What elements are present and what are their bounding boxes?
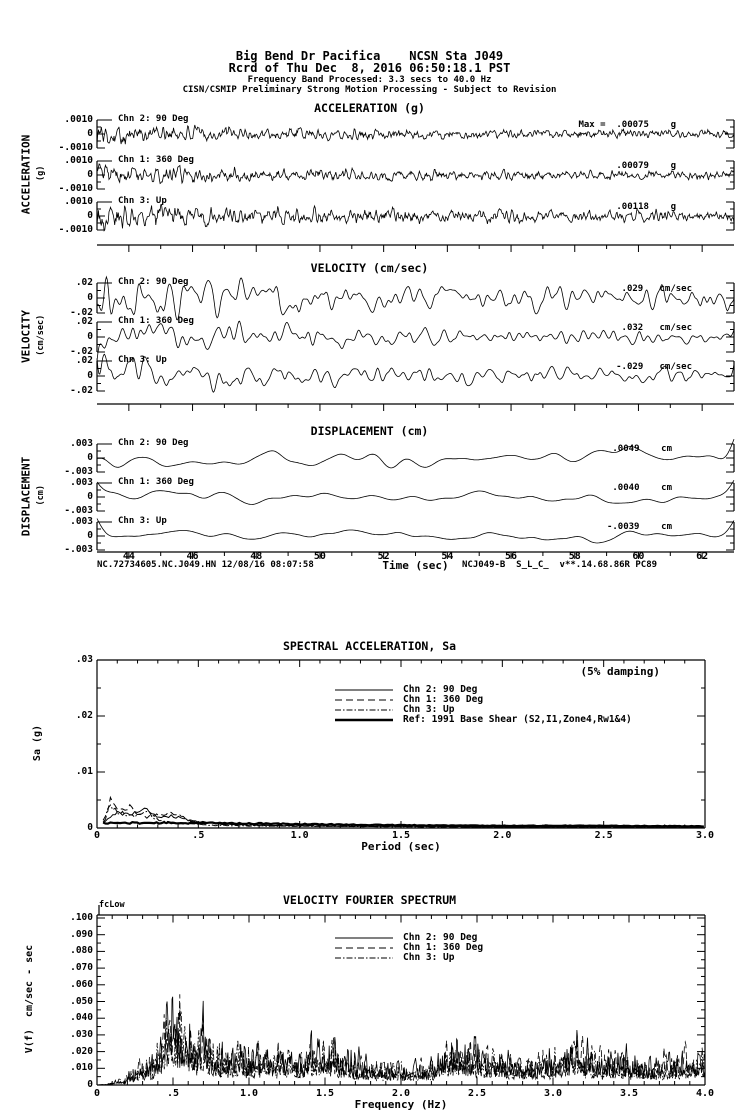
fourier-ytick-label: .050 [70,995,93,1007]
time-tick-label: 52 [377,551,390,562]
displacement-peak-label: .0040 cm [612,483,672,493]
frequency-axis-caption: Frequency (Hz) [354,1098,448,1111]
velocity-ytick-label: 0 [87,370,93,381]
velocity-axis-unit: (cm/sec) [35,314,46,356]
sa-legend-label: Ref: 1991 Base Shear (S2,I1,Zone4,Rw1&4) [403,714,632,725]
velocity-ytick-label: -.02 [70,346,93,357]
velocity-channel-label: Chn 3: Up [118,355,167,365]
velocity-peak-label: -.029 cm/sec [616,362,692,372]
fourier-xtick-label: 3.5 [619,1088,639,1099]
fourier-ytick-label: .030 [70,1028,93,1040]
acceleration-ytick-label: 0 [87,169,93,180]
time-tick-label: 60 [632,551,645,562]
fourier-plot-group [97,905,705,1085]
acceleration-ytick-label: .0010 [64,114,93,125]
acceleration-ytick-label: -.0010 [58,224,93,235]
fourier-ytick-label: .090 [70,928,93,940]
sa-legend-label: Chn 2: 90 Deg [403,684,478,695]
velocity-axis-label: VELOCITY [19,310,33,363]
displacement-ytick-label: .003 [70,516,93,527]
velocity-ytick-label: 0 [87,331,93,342]
fourier-ytick-label: .100 [70,912,93,923]
displacement-ytick-label: -.003 [64,544,93,555]
fourier-xtick-label: 4.0 [695,1088,715,1099]
acceleration-peak-label: .00079 g [616,161,676,171]
time-tick-label: 50 [313,551,326,562]
time-tick-label: 56 [505,551,518,562]
displacement-channel-label: Chn 3: Up [118,516,167,526]
acceleration-group [97,120,734,252]
processing-disclaimer: CISN/CSMIP Preliminary Strong Motion Processing - Subject to Revision [182,85,557,95]
time-tick-label: 54 [441,551,454,562]
time-tick-label: 46 [186,551,199,562]
velocity-ytick-label: 0 [87,292,93,303]
fourier-xtick-label: 0 [93,1088,101,1099]
record-timestamp: Rcrd of Thu Dec 8, 2016 06:50:18.1 PST [228,61,511,75]
fourier-ytick-label: .020 [70,1045,93,1057]
velocity-ytick-label: .02 [75,316,93,327]
displacement-ytick-label: .003 [70,438,93,449]
displacement-axis-unit: (cm) [35,485,46,506]
sa-xtick-label: 1.0 [290,830,309,841]
acceleration-ytick-label: 0 [87,210,93,221]
fourier-xtick-label: 1.5 [315,1088,335,1099]
fourier-ytick-label: .010 [70,1062,93,1074]
fourier-xtick-label: 1.0 [239,1088,259,1099]
acceleration-channel-label: Chn 1: 360 Deg [118,155,194,165]
time-tick-label: 48 [250,551,263,562]
acceleration-plot-title: ACCELERATION (g) [314,101,425,115]
time-axis-caption: Time (sec) [382,559,449,572]
displacement-ytick-label: .003 [70,477,93,488]
frequency-band-note: Frequency Band Processed: 3.3 secs to 40.0 Hz [247,75,492,85]
velocity-ytick-label: -.02 [70,385,93,396]
velocity-channel-label: Chn 1: 360 Deg [118,316,194,326]
fourier-ytick-label: .060 [70,978,93,990]
displacement-group [97,439,734,559]
sa-ytick-label: .02 [75,710,93,721]
sa-ytick-label: 0 [87,822,93,833]
displacement-peak-label: .0049 cm [612,444,672,454]
acceleration-axis-unit: (g) [35,165,46,181]
displacement-ytick-label: 0 [87,491,93,502]
record-id-footer: NC.72734605.NC.J049.HN 12/08/16 08:07:58 [97,560,314,570]
fourier-axis-label: V(f) cm/sec - sec [24,944,35,1054]
fourier-ytick-label: .070 [70,962,93,974]
sa-xtick-label: 1.5 [391,830,411,841]
velocity-ytick-label: .02 [75,355,93,366]
acceleration-ytick-label: 0 [87,128,93,139]
acceleration-ytick-label: -.0010 [58,183,93,194]
displacement-peak-label: -.0039 cm [606,522,672,532]
fc-low-marker-label: fcLow [99,900,125,910]
time-tick-label: 44 [122,551,135,562]
fourier-xtick-label: 2.5 [467,1088,487,1099]
sa-axis-label: Sa (g) [32,724,43,762]
fourier-ytick-label: 0 [87,1079,93,1090]
sa-ytick-label: .03 [75,654,93,665]
displacement-channel-label: Chn 2: 90 Deg [118,438,189,448]
acceleration-ytick-label: .0010 [64,196,93,207]
velocity-peak-label: .029 cm/sec [621,284,692,294]
displacement-ytick-label: -.003 [64,466,93,477]
displacement-axis-label: DISPLACEMENT [19,456,33,537]
fourier-xtick-label: 3.0 [543,1088,563,1099]
acceleration-peak-label: Max = .00075 g [578,120,676,130]
velocity-group [97,277,734,411]
displacement-ytick-label: 0 [87,530,93,541]
processing-version-footer: NCJ049-B S_L_C_ v**.14.68.86R PC89 [462,560,658,570]
sa-xtick-label: 0 [93,830,101,841]
sa-xtick-label: 3.0 [695,830,715,841]
fourier-ytick-label: .040 [70,1012,93,1024]
period-axis-caption: Period (sec) [361,840,441,853]
sa-xtick-label: .5 [192,830,205,841]
velocity-plot-title: VELOCITY (cm/sec) [310,261,429,275]
fourier-spectrum-title: VELOCITY FOURIER SPECTRUM [282,893,457,907]
displacement-channel-label: Chn 1: 360 Deg [118,477,194,487]
damping-note: (5% damping) [580,665,660,678]
acceleration-peak-label: .00118 g [616,202,676,212]
sa-xtick-label: 2.5 [594,830,613,841]
station-title: Big Bend Dr Pacifica NCSN Sta J049 [235,49,504,63]
time-tick-label: 58 [568,551,581,562]
sa-plot-group [97,660,705,828]
acceleration-ytick-label: -.0010 [58,142,93,153]
time-tick-label: 62 [696,551,709,562]
displacement-ytick-label: 0 [87,452,93,463]
velocity-ytick-label: .02 [75,277,93,288]
fourier-xtick-label: 2.0 [391,1088,411,1099]
sa-legend-label: Chn 1: 360 Deg [403,694,484,705]
sa-ytick-label: .01 [75,766,93,777]
fourier-legend-label: Chn 2: 90 Deg [403,932,478,943]
spectral-acceleration-title: SPECTRAL ACCELERATION, Sa [282,639,457,653]
fourier-legend-label: Chn 3: Up [403,952,455,963]
velocity-peak-label: .032 cm/sec [621,323,692,333]
sa-legend-label: Chn 3: Up [403,704,455,715]
sa-xtick-label: 2.0 [493,830,512,841]
fourier-ytick-label: .080 [70,945,93,957]
velocity-ytick-label: -.02 [70,307,93,318]
acceleration-axis-label: ACCELERATION [19,134,33,215]
acceleration-channel-label: Chn 3: Up [118,196,167,206]
velocity-channel-label: Chn 2: 90 Deg [118,277,189,287]
acceleration-channel-label: Chn 2: 90 Deg [118,114,189,124]
displacement-ytick-label: -.003 [64,505,93,516]
fourier-xtick-label: .5 [166,1088,180,1099]
acceleration-ytick-label: .0010 [64,155,93,166]
displacement-plot-title: DISPLACEMENT (cm) [310,424,429,438]
fourier-legend-label: Chn 1: 360 Deg [403,942,484,953]
